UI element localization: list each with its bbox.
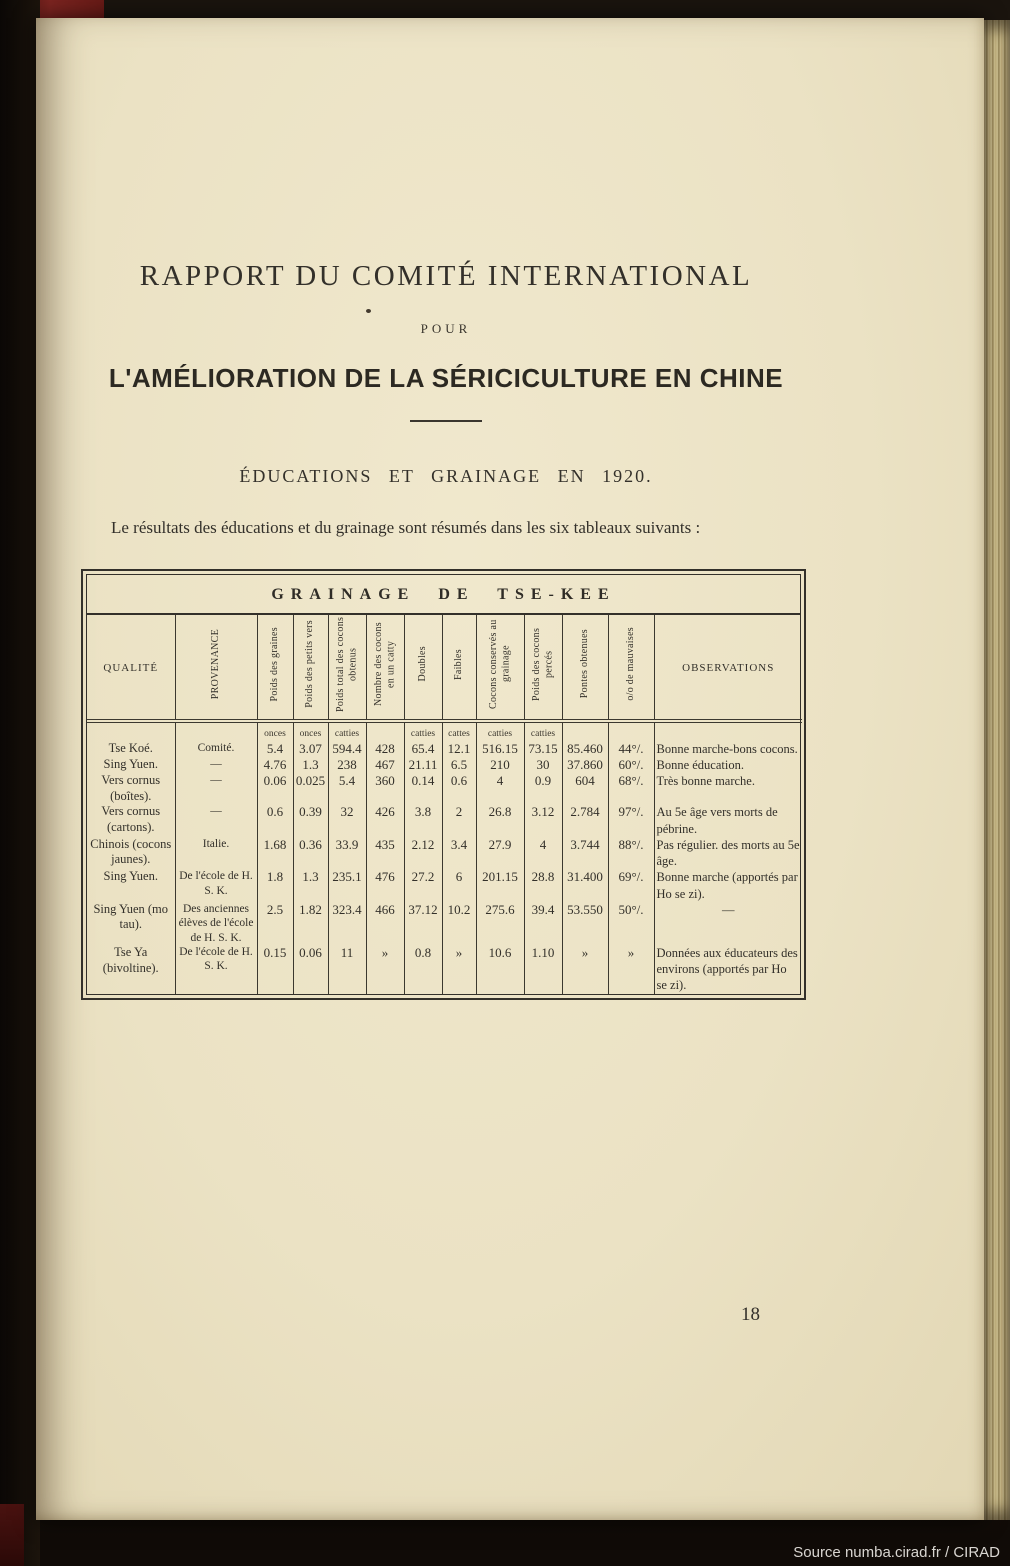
value-cell: 85.460 [562,741,608,757]
column-header-0 [87,615,175,721]
column-header-label: PROVENANCE [209,628,221,700]
units-row [87,721,802,741]
value-cell: 3.8 [404,804,442,837]
value-cell: 28.8 [524,869,562,902]
value-cell: 0.36 [293,837,328,870]
value-cell: 466 [366,902,404,945]
value-cell: 44°/. [608,741,654,757]
column-header-label: Pontes obtenues [578,629,590,699]
unit-label [608,721,654,741]
grainage-table [87,615,802,994]
value-cell: 5.4 [257,741,293,757]
value-cell: 12.1 [442,741,476,757]
paper-page [36,18,984,1520]
value-cell: 0.9 [524,773,562,804]
value-cell: 201.15 [476,869,524,902]
value-cell: 5.4 [328,773,366,804]
column-header-2 [257,615,293,721]
column-header-7 [442,615,476,721]
value-cell: 0.6 [442,773,476,804]
value-cell: 0.025 [293,773,328,804]
unit-label [654,721,802,741]
value-cell: 1.3 [293,869,328,902]
column-header-label: Poids total des cocons obtenus [334,616,358,712]
value-cell: 33.9 [328,837,366,870]
column-header-3 [293,615,328,721]
column-header-5 [366,615,404,721]
value-cell: 2.5 [257,902,293,945]
value-cell: 3.4 [442,837,476,870]
column-header-label: Cocons conservés au grainage [487,619,511,709]
value-cell: 39.4 [524,902,562,945]
value-cell: » [562,945,608,994]
table-row [87,837,802,870]
value-cell: 0.39 [293,804,328,837]
provenance-cell: Italie. [175,837,257,870]
table-header-row [87,615,802,721]
title-rule [410,420,482,422]
value-cell: 6 [442,869,476,902]
book-spine [0,0,40,1566]
value-cell: 88°/. [608,837,654,870]
value-cell: 27.9 [476,837,524,870]
report-title: RAPPORT DU COMITÉ INTERNATIONAL [139,260,753,292]
value-cell: 604 [562,773,608,804]
unit-label [366,721,404,741]
observations-cell: Au 5e âge vers morts de pébrine. [656,805,778,836]
intro-paragraph: Le résultats des éducations et du grainage sont résumés dans les six tableaux suivants : [111,518,701,537]
value-cell: 73.15 [524,741,562,757]
quality-cell: Vers cornus (cartons). [87,804,175,837]
column-header-label: OBSERVATIONS [682,661,775,674]
table-row [87,945,802,994]
column-header-label: Poids des graines [268,626,280,702]
red-book-cover-bottom [0,1504,24,1566]
column-header-6 [404,615,442,721]
provenance-cell: Comité. [175,741,257,757]
table-frame [81,569,806,1000]
value-cell: 60°/. [608,757,654,773]
observations-cell: Données aux éducateurs des environs (apportés par Ho se zi). [656,945,798,993]
column-header-label: Doubles [416,646,428,682]
provenance-cell: — [175,773,257,804]
provenance-cell: — [175,804,257,837]
column-header-4 [328,615,366,721]
value-cell: 1.8 [257,869,293,902]
unit-label: catties [328,721,366,741]
quality-cell: Tse Ya (bivoltine). [87,945,175,994]
value-cell: 2.12 [404,837,442,870]
column-header-label: Poids des petits vers [304,620,316,708]
value-cell: 275.6 [476,902,524,945]
value-cell: 435 [366,837,404,870]
value-cell: 238 [328,757,366,773]
provenance-cell: Des anciennes élèves de l'école de H. S. K. [175,902,257,945]
table-row [87,757,802,773]
document-content [81,18,811,1000]
column-header-label: Poids des cocons percés [530,627,554,701]
value-cell: 1.68 [257,837,293,870]
table-row [87,741,802,757]
value-cell: 97°/. [608,804,654,837]
column-header-label: QUALITÉ [103,661,159,674]
column-header-label: Faibles [452,648,464,680]
unit-label: catties [404,721,442,741]
value-cell: 27.2 [404,869,442,902]
value-cell: 1.82 [293,902,328,945]
quality-cell: Chinois (cocons jaunes). [87,837,175,870]
value-cell: 11 [328,945,366,994]
value-cell: 4 [524,837,562,870]
value-cell: » [608,945,654,994]
page-number: 18 [741,1304,760,1325]
value-cell: 3.744 [562,837,608,870]
value-cell: 360 [366,773,404,804]
value-cell: 10.2 [442,902,476,945]
section-heading: ÉDUCATIONS ET GRAINAGE EN 1920. [239,466,653,486]
value-cell: 6.5 [442,757,476,773]
value-cell: 37.12 [404,902,442,945]
page-edges-stack [984,20,1010,1520]
value-cell: 594.4 [328,741,366,757]
value-cell: 0.6 [257,804,293,837]
source-attribution: Source numba.cirad.fr / CIRAD [793,1544,1000,1561]
value-cell: 476 [366,869,404,902]
unit-label: onces [293,721,328,741]
value-cell: 65.4 [404,741,442,757]
value-cell: 31.400 [562,869,608,902]
column-header-11 [608,615,654,721]
column-header-9 [524,615,562,721]
value-cell: 26.8 [476,804,524,837]
table-row [87,902,802,945]
value-cell: 467 [366,757,404,773]
value-cell: 1.3 [293,757,328,773]
value-cell: 53.550 [562,902,608,945]
value-cell: 32 [328,804,366,837]
column-header-1 [175,615,257,721]
value-cell: 68°/. [608,773,654,804]
table-row [87,773,802,804]
value-cell: 30 [524,757,562,773]
table-frame-inner [86,574,801,995]
unit-label: onces [257,721,293,741]
provenance-cell: De l'école de H. S. K. [175,945,257,994]
value-cell: 3.12 [524,804,562,837]
value-cell: 0.15 [257,945,293,994]
quality-cell: Sing Yuen. [87,869,175,902]
quality-cell: Vers cornus (boîtes). [87,773,175,804]
value-cell: » [442,945,476,994]
unit-label: cattes [442,721,476,741]
observations-cell: Pas régulier. des morts au 5e âge. [656,837,800,868]
value-cell: 37.860 [562,757,608,773]
quality-cell: Sing Yuen (mo tau). [87,902,175,945]
value-cell: 1.10 [524,945,562,994]
column-header-label: o/o de mauvaises [624,627,636,701]
report-subtitle: L'AMÉLIORATION DE LA SÉRICICULTURE EN CHINE [108,363,784,393]
table-row [87,869,802,902]
column-header-12 [654,615,802,721]
value-cell: 210 [476,757,524,773]
value-cell: 0.06 [257,773,293,804]
observations-cell: Bonne marche (apportés par Ho se zi). [656,870,798,901]
observations-cell: — [722,902,735,917]
observations-cell: Bonne marche-bons cocons. [656,741,798,756]
unit-label: catties [476,721,524,741]
value-cell: 235.1 [328,869,366,902]
unit-label: catties [524,721,562,741]
column-header-8 [476,615,524,721]
value-cell: 0.8 [404,945,442,994]
quality-cell: Sing Yuen. [87,757,175,773]
value-cell: 0.14 [404,773,442,804]
quality-cell: Tse Koé. [87,741,175,757]
value-cell: 50°/. [608,902,654,945]
table-title: GRAINAGE DE TSE-KEE [87,575,800,615]
value-cell: 516.15 [476,741,524,757]
value-cell: 426 [366,804,404,837]
observations-cell: Très bonne marche. [656,774,755,788]
value-cell: 2.784 [562,804,608,837]
value-cell: 3.07 [293,741,328,757]
unit-label [87,721,175,741]
observations-cell: Bonne éducation. [656,757,744,772]
unit-label [175,721,257,741]
value-cell: 323.4 [328,902,366,945]
value-cell: 10.6 [476,945,524,994]
value-cell: 21.11 [404,757,442,773]
table-row [87,804,802,837]
ink-speck [366,309,371,313]
value-cell: 2 [442,804,476,837]
value-cell: » [366,945,404,994]
column-header-label: Nombre des cocons en un catty [372,622,396,706]
value-cell: 69°/. [608,869,654,902]
title-connector: POUR [420,321,472,336]
value-cell: 428 [366,741,404,757]
column-header-10 [562,615,608,721]
value-cell: 4 [476,773,524,804]
value-cell: 0.06 [293,945,328,994]
value-cell: 4.76 [257,757,293,773]
provenance-cell: — [175,757,257,773]
unit-label [562,721,608,741]
provenance-cell: De l'école de H. S. K. [175,869,257,902]
